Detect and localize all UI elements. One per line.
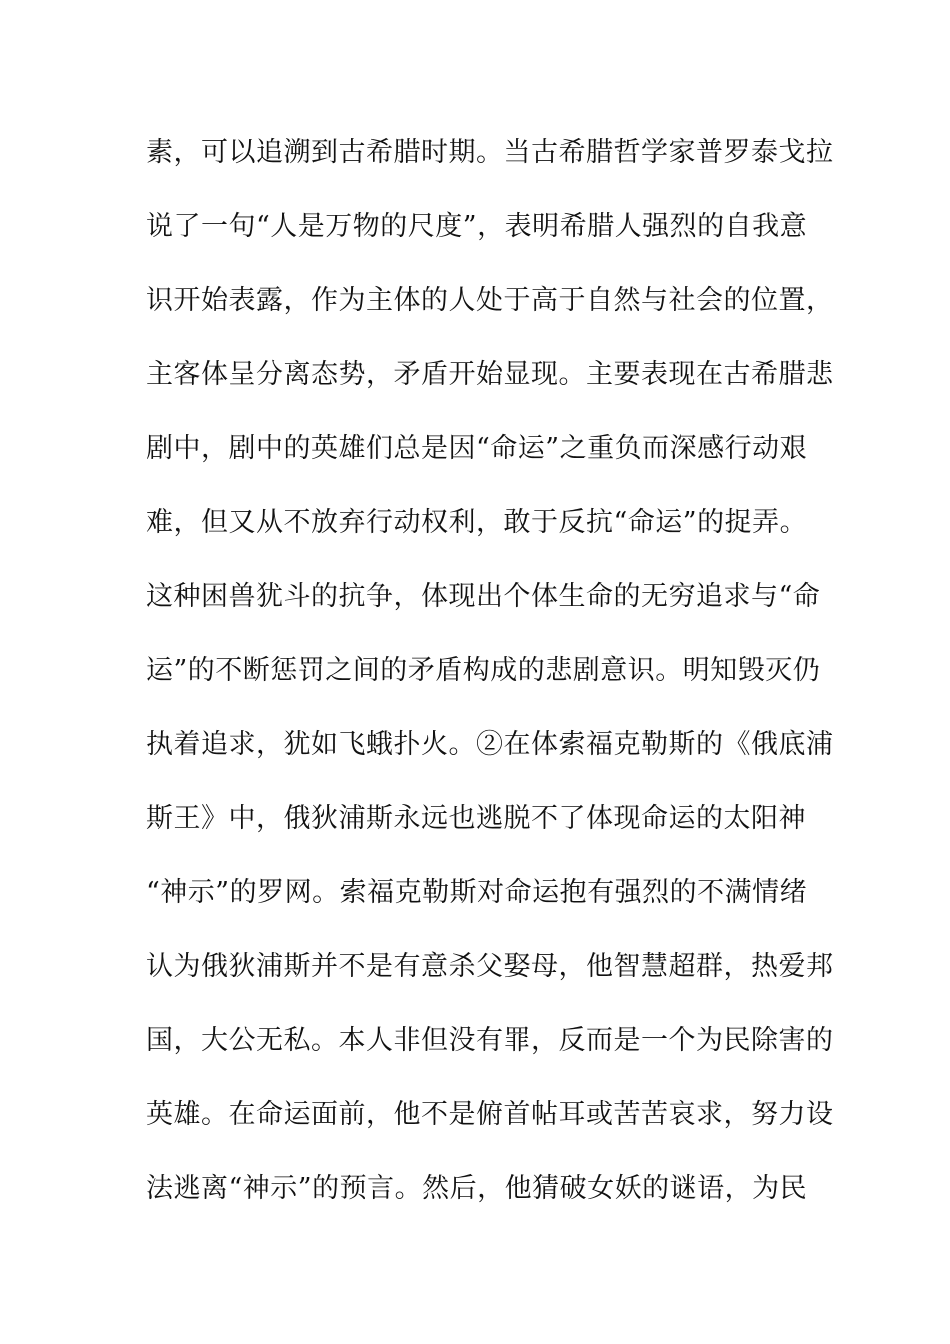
text-line-1: 素，可以追溯到古希腊时期。当古希腊哲学家普罗泰戈拉 <box>146 137 834 168</box>
text-line-9: 执着追求，犹如飞蛾扑火。②在体索福克勒斯的《俄底浦 <box>146 729 834 760</box>
text-line-7: 这种困兽犹斗的抗争，体现出个体生命的无穷追求与“命 <box>146 581 821 612</box>
text-line-12: 认为俄狄浦斯并不是有意杀父娶母，他智慧超群，热爱邦 <box>146 951 834 982</box>
text-line-8: 运”的不断惩罚之间的矛盾构成的悲剧意识。明知毁灭仍 <box>146 655 821 686</box>
body-paragraph <box>146 128 834 1238</box>
text-line-10: 斯王》中，俄狄浦斯永远也逃脱不了体现命运的太阳神 <box>146 803 806 834</box>
text-line-14: 英雄。在命运面前，他不是俯首帖耳或苦苦哀求，努力设 <box>146 1099 834 1130</box>
text-line-3: 识开始表露，作为主体的人处于高于自然与社会的位置， <box>146 285 834 316</box>
text-line-15: 法逃离“神示”的预言。然后，他猜破女妖的谜语，为民 <box>146 1173 808 1204</box>
text-line-13: 国，大公无私。本人非但没有罪，反而是一个为民除害的 <box>146 1025 834 1056</box>
text-line-2: 说了一句“人是万物的尺度”，表明希腊人强烈的自我意 <box>146 211 808 242</box>
text-line-6: 难，但又从不放弃行动权利，敢于反抗“命运”的捉弄。 <box>146 507 808 538</box>
text-line-5: 剧中，剧中的英雄们总是因“命运”之重负而深感行动艰 <box>146 433 808 464</box>
text-line-11: “神示”的罗网。索福克勒斯对命运抱有强烈的不满情绪 <box>146 877 808 908</box>
text-line-4: 主客体呈分离态势，矛盾开始显现。主要表现在古希腊悲 <box>146 359 834 390</box>
